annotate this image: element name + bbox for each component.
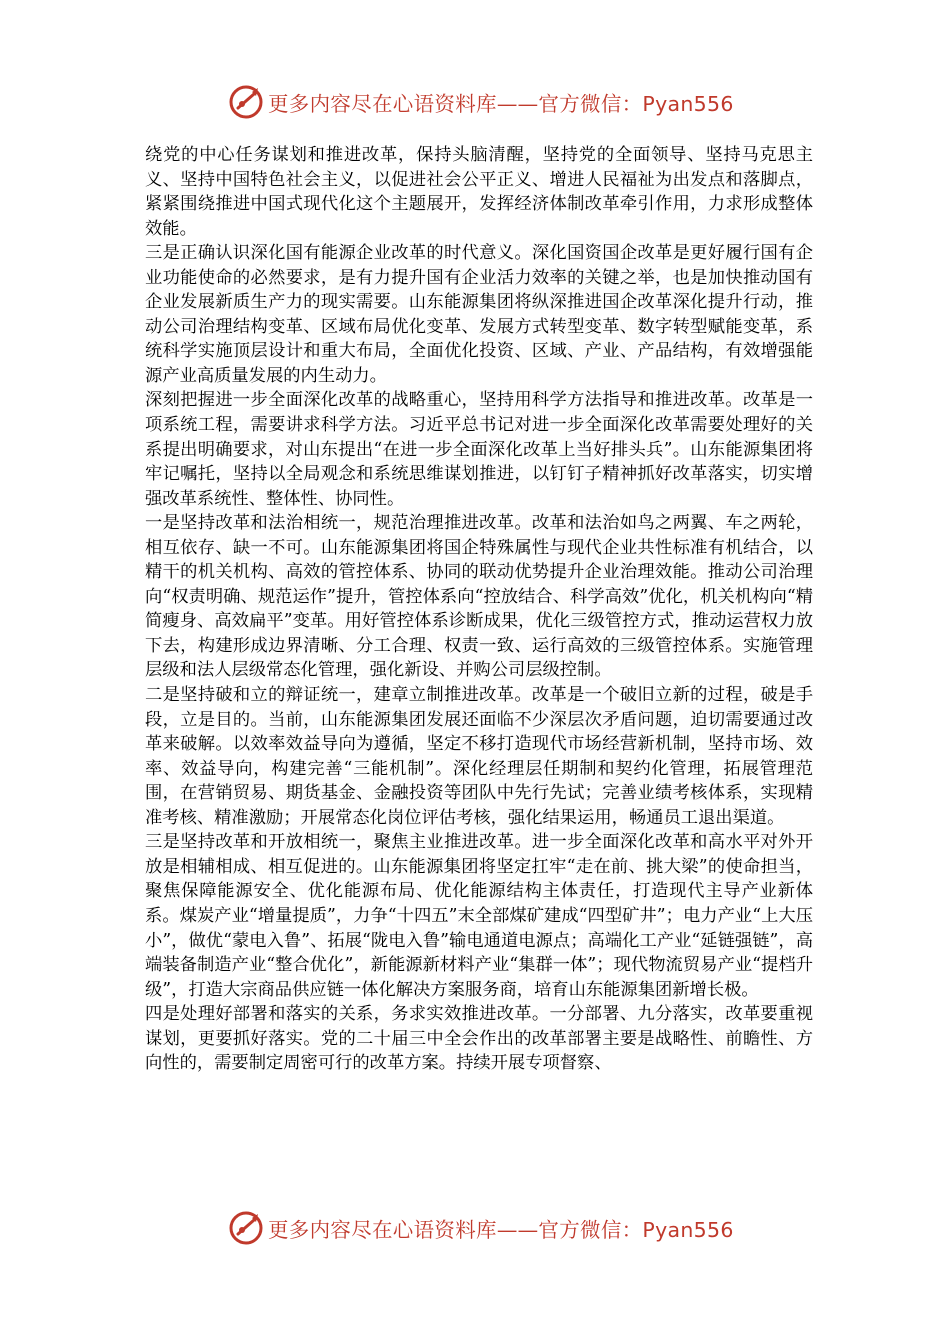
footer-banner — [228, 1209, 734, 1247]
footer-banner-main: 更多内容尽在心语资料库 — [268, 1218, 497, 1242]
paragraph-2: 三是正确认识深化国有能源企业改革的时代意义。深化国资国企改革是更好履行国有企业功能使命的必然要求，是有力提升国有企业活力效率的关键之举，也是加快推动国有企业发展新质生产力的现实需要。山东能源集团将纵深推进国企改革深化提升行动，推动公司治理结构变革、区域布局优化变革、发展方式转型变革、数字转型赋能变革，系统科学实施顶层设计和重大布局，全面优化投资、区域、产业、产品结构，有效增强能源产业高质量发展的内生动力。 — [145, 243, 813, 386]
document-body — [145, 143, 813, 1076]
header-banner — [228, 83, 734, 121]
footer-banner-dash: —— — [496, 1218, 539, 1242]
paragraph-6: 三是坚持改革和开放相统一，聚焦主业推进改革。进一步全面深化改革和高水平对外开放是相辅相成、相互促进的。山东能源集团将坚定扛牢“走在前、挑大梁”的使命担当，聚焦保障能源安全、优化能源布局、优化能源结构主体责任，打造现代主导产业新体系。煤炭产业“增量提质”，力争“十四五”末全部煤矿建成“四型矿井”；电力产业“上大压小”，做优“蒙电入鲁”、拓展“陇电入鲁”输电通道电源点；高端化工产业“延链强链”，高端装备制造产业“整合优化”，新能源新材料产业“集群一体”；现代物流贸易产业“提档升级”，打造大宗商品供应链一体化解决方案服务商，培育山东能源集团新增长极。 — [145, 832, 813, 1000]
header-banner-dash: —— — [496, 92, 539, 116]
paragraph-7: 四是处理好部署和落实的关系，务求实效推进改革。一分部署、九分落实，改革要重视谋划，更要抓好落实。党的二十届三中全会作出的改革部署主要是战略性、前瞻性、方向性的，需要制定周密可行的改革方案。持续开展专项督察、 — [145, 1004, 813, 1074]
paragraph-4: 一是坚持改革和法治相统一，规范治理推进改革。改革和法治如鸟之两翼、车之两轮，相互依存、缺一不可。山东能源集团将国企特殊属性与现代企业共性标准有机结合，以精干的机关机构、高效的管控体系、协同的联动优势提升企业治理效能。推动公司治理向“权责明确、规范运作”提升，管控体系向“控放结合、科学高效”优化，机关机构向“精简瘦身、高效扁平”变革。用好管控体系诊断成果，优化三级管控方式，推动运营权力放下去，构建形成边界清晰、分工合理、权责一致、运行高效的三级管控体系。实施管理层级和法人层级常态化管理，强化新设、并购公司层级控制。 — [145, 513, 813, 681]
brand-logo-icon — [228, 84, 264, 120]
brand-logo-icon — [228, 1210, 264, 1246]
header-banner-main: 更多内容尽在心语资料库 — [268, 92, 497, 116]
header-banner-text — [268, 87, 734, 117]
paragraph-3: 深刻把握进一步全面深化改革的战略重心，坚持用科学方法指导和推进改革。改革是一项系统工程，需要讲求科学方法。习近平总书记对进一步全面深化改革需要处理好的关系提出明确要求，对山东提出“在进一步全面深化改革上当好排头兵”。山东能源集团将牢记嘱托，坚持以全局观念和系统思维谋划推进，以钉钉子精神抓好改革落实，切实增强改革系统性、整体性、协同性。 — [145, 390, 813, 509]
header-banner-wechat: 官方微信：Pyan556 — [538, 92, 734, 116]
footer-banner-text — [268, 1213, 734, 1243]
footer-banner-wechat: 官方微信：Pyan556 — [538, 1218, 734, 1242]
paragraph-5: 二是坚持破和立的辩证统一，建章立制推进改革。改革是一个破旧立新的过程，破是手段，立是目的。当前，山东能源集团发展还面临不少深层次矛盾问题，迫切需要通过改革来破解。以效率效益导向为遵循，坚定不移打造现代市场经营新机制，坚持市场、效率、效益导向，构建完善“三能机制”。深化经理层任期制和契约化管理，拓展管理范围，在营销贸易、期货基金、金融投资等团队中先行先试；完善业绩考核体系，实现精准考核、精准激励；开展常态化岗位评估考核，强化结果运用，畅通员工退出渠道。 — [145, 685, 813, 828]
paragraph-1: 绕党的中心任务谋划和推进改革，保持头脑清醒，坚持党的全面领导、坚持马克思主义、坚持中国特色社会主义，以促进社会公平正义、增进人民福祉为出发点和落脚点，紧紧围绕推进中国式现代化这个主题展开，发挥经济体制改革牵引作用，力求形成整体效能。 — [145, 145, 813, 239]
